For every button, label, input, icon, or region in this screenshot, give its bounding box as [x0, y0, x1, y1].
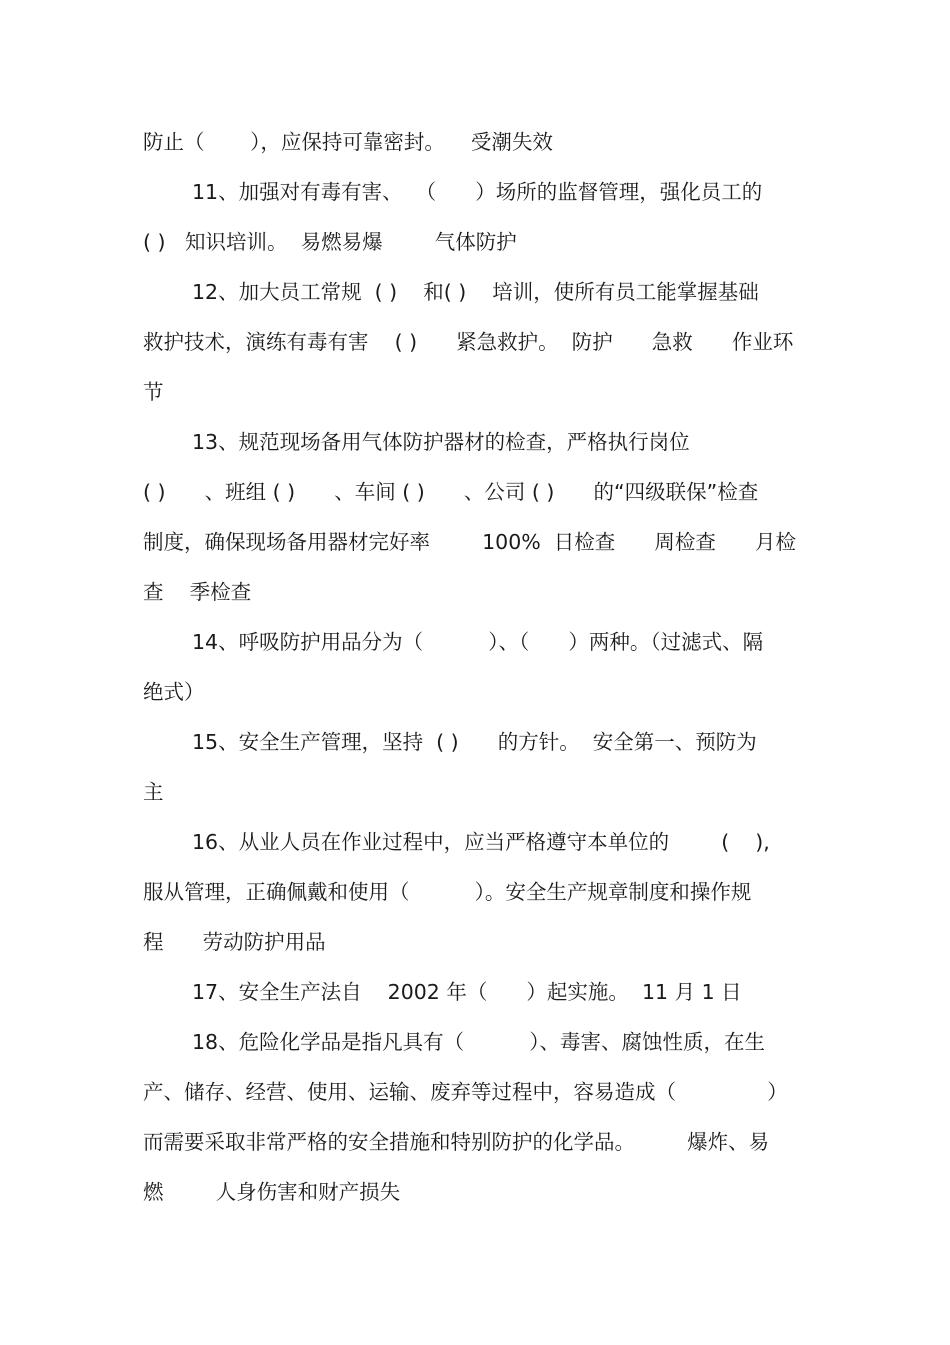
text-line: 节 — [143, 380, 164, 404]
question-11: 11、加强对有毒有害、 （ ）场所的监督管理，强化员工的 — [192, 180, 763, 204]
question-18: 18、危险化学品是指凡具有（ ）、毒害、腐蚀性质，在生 — [192, 1030, 765, 1054]
text-line: 查 季检查 — [143, 580, 252, 604]
text-line: 主 — [143, 780, 164, 804]
text-line: ( ) 知识培训。 易燃易爆 气体防护 — [143, 230, 517, 254]
question-12: 12、加大员工常规 ( ) 和( ) 培训，使所有员工能掌握基础 — [192, 280, 759, 304]
question-14: 14、呼吸防护用品分为（ ）、（ ）两种。（过滤式、隔 — [192, 630, 764, 654]
question-15: 15、安全生产管理，坚持 ( ) 的方针。 安全第一、预防为 — [192, 730, 757, 754]
text-line: 产、储存、经营、使用、运输、废弃等过程中，容易造成（ ） — [143, 1080, 788, 1104]
question-17: 17、安全生产法自 2002 年（ ）起实施。 11 月 1 日 — [192, 980, 742, 1004]
text-line: 制度，确保现场备用器材完好率 100% 日检查 周检查 月检 — [143, 530, 796, 554]
text-line: 防止（ ），应保持可靠密封。 受潮失效 — [143, 130, 553, 154]
text-line: ( ) 、班组 ( ) 、车间 ( ) 、公司 ( ) 的“四级联保”检查 — [143, 480, 759, 504]
text-line: 燃 人身伤害和财产损失 — [143, 1180, 401, 1204]
question-13: 13、规范现场备用气体防护器材的检查，严格执行岗位 — [192, 430, 690, 454]
text-line: 绝式） — [143, 680, 205, 704]
text-line: 救护技术，演练有毒有害 ( ) 紧急救护。 防护 急救 作业环 — [143, 330, 794, 354]
text-line: 程 劳动防护用品 — [143, 930, 326, 954]
text-line: 服从管理，正确佩戴和使用（ ）。安全生产规章制度和操作规 — [143, 880, 752, 904]
text-line: 而需要采取非常严格的安全措施和特别防护的化学品。 爆炸、易 — [143, 1130, 770, 1154]
question-16: 16、从业人员在作业过程中，应当严格遵守本单位的 ( ), — [192, 830, 770, 854]
